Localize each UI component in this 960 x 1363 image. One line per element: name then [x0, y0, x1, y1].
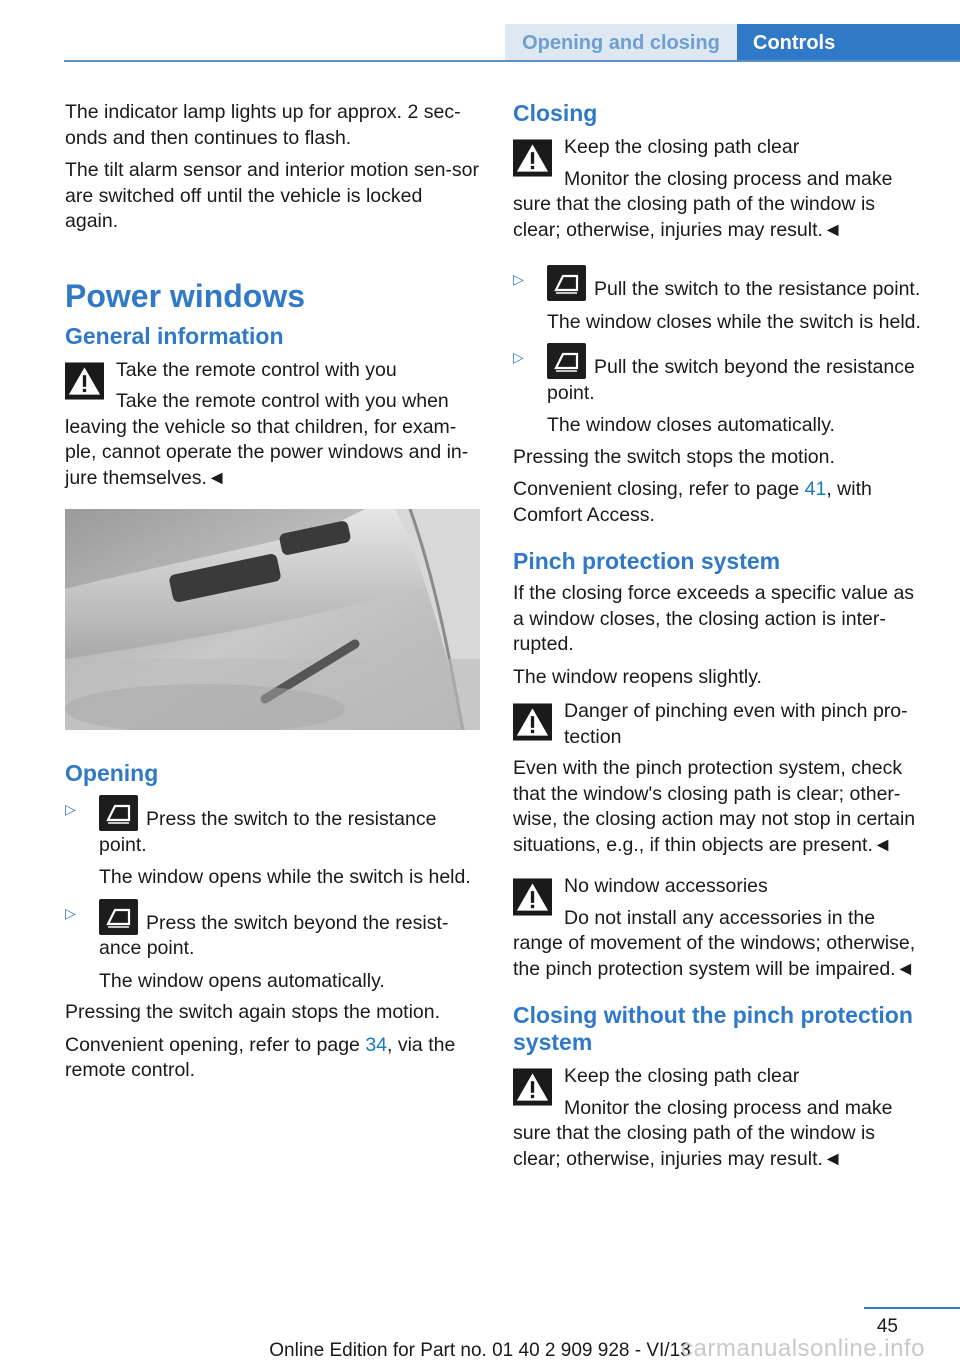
window-switch-icon [99, 899, 138, 935]
triangle-bullet-icon: ▷ [513, 349, 524, 365]
list-item-detail: The window closes while the switch is held. [547, 310, 921, 333]
header-section-label: Opening and closing [505, 24, 737, 60]
window-switch-icon [99, 795, 138, 831]
warning-triangle-icon [513, 878, 552, 916]
right-column [513, 100, 928, 1178]
warning-text: Do not install any accessories in the range of movement of the windows; otherwise, the pinch protection system will be impaired.◄ [513, 906, 916, 980]
warning-note [513, 133, 928, 243]
subsection-title: Closing [513, 100, 598, 126]
page-number: 45 [876, 1316, 898, 1337]
triangle-bullet-icon: ▷ [65, 904, 76, 921]
triangle-bullet-icon: ▷ [513, 271, 524, 287]
footer-rule [864, 1307, 960, 1309]
list-item [513, 343, 928, 439]
header-chapter-tab: Controls [737, 24, 960, 61]
window-switch-icon [547, 343, 586, 379]
text-run: , via the remote control. [65, 1033, 456, 1081]
paragraph: The window reopens slightly. [513, 665, 762, 688]
subsection-title: Pinch protection system [513, 548, 781, 574]
paragraph [65, 1033, 480, 1084]
subsection-title: Opening [65, 760, 159, 786]
list-item-detail: The window opens automatically. [99, 969, 385, 992]
warning-title: No window accessories [564, 875, 768, 897]
paragraph: If the closing force exceeds a specific value as a window closes, the closing action is inter-rupted. [513, 582, 915, 655]
warning-text: Monitor the closing process and make sure that the closing path of the window is clear; otherwise, injuries may result.◄ [513, 1096, 893, 1170]
list-item-text: Pull the switch to the resistance point. [594, 278, 921, 300]
text-run: Convenient opening, refer to page [65, 1033, 366, 1056]
page-link[interactable]: 41 [804, 478, 827, 500]
list-item [513, 265, 928, 335]
text-run: Convenient closing, refer to page [513, 478, 805, 500]
warning-triangle-icon [65, 362, 104, 400]
warning-note [513, 872, 928, 982]
warning-text: Even with the pinch protection system, check that the window's closing path is clear; other-wise, the closing action may not stop in certain situations, e.g., if thin objects are present.◄ [513, 757, 916, 856]
triangle-bullet-icon: ▷ [65, 801, 76, 817]
watermark: carmanualsonline.info [681, 1335, 925, 1362]
warning-triangle-icon [513, 1068, 552, 1106]
warning-title: Keep the closing path clear [564, 1065, 800, 1087]
page-link[interactable]: 34 [365, 1033, 388, 1056]
paragraph: Pressing the switch stops the motion. [513, 445, 835, 468]
list-item-detail: The window opens while the switch is held. [99, 866, 471, 888]
warning-text: Take the remote control with you when leaving the vehicle so that children, for exam-ple, cannot operate the power windows and in-jure themselves.◄ [65, 390, 469, 489]
door-panel-photo [65, 509, 480, 730]
list-item-detail: The window closes automatically. [547, 414, 835, 436]
list-item-text: Pull the switch beyond the resistance point. [547, 356, 915, 404]
list-item-text: Press the switch beyond the resist-ance point. [99, 911, 449, 959]
warning-note [513, 697, 928, 858]
header-rule [64, 60, 960, 62]
left-column [65, 100, 480, 1091]
paragraph: Pressing the switch again stops the motion. [65, 1001, 441, 1023]
warning-text: Monitor the closing process and make sure that the closing path of the window is clear; otherwise, injuries may result.◄ [513, 167, 893, 241]
paragraph: The indicator lamp lights up for approx. 2 sec-onds and then continues to flash. [65, 101, 461, 149]
warning-note [65, 356, 480, 492]
warning-title: Danger of pinching even with pinch pro-tection [564, 700, 908, 748]
paragraph [513, 477, 928, 528]
edition-footer: Online Edition for Part no. 01 40 2 909 928 - VI/13 [269, 1340, 691, 1361]
subsection-title: General information [65, 322, 284, 349]
window-switch-icon [547, 265, 586, 301]
warning-title: Keep the closing path clear [564, 136, 800, 158]
list-item [65, 899, 480, 995]
warning-note [513, 1062, 928, 1172]
section-title: Power windows [65, 277, 306, 314]
text-run: , with Comfort Access. [513, 478, 872, 526]
paragraph: The tilt alarm sensor and interior motion sen-sor are switched off until the vehicle is locked again. [65, 159, 480, 232]
warning-title: Take the remote control with you [116, 358, 397, 381]
list-item [65, 795, 480, 891]
subsection-title: Closing without the pinch protection system [513, 1002, 913, 1055]
list-item-text: Press the switch to the resistance point. [99, 808, 437, 856]
warning-triangle-icon [513, 139, 552, 177]
warning-triangle-icon [513, 703, 552, 741]
